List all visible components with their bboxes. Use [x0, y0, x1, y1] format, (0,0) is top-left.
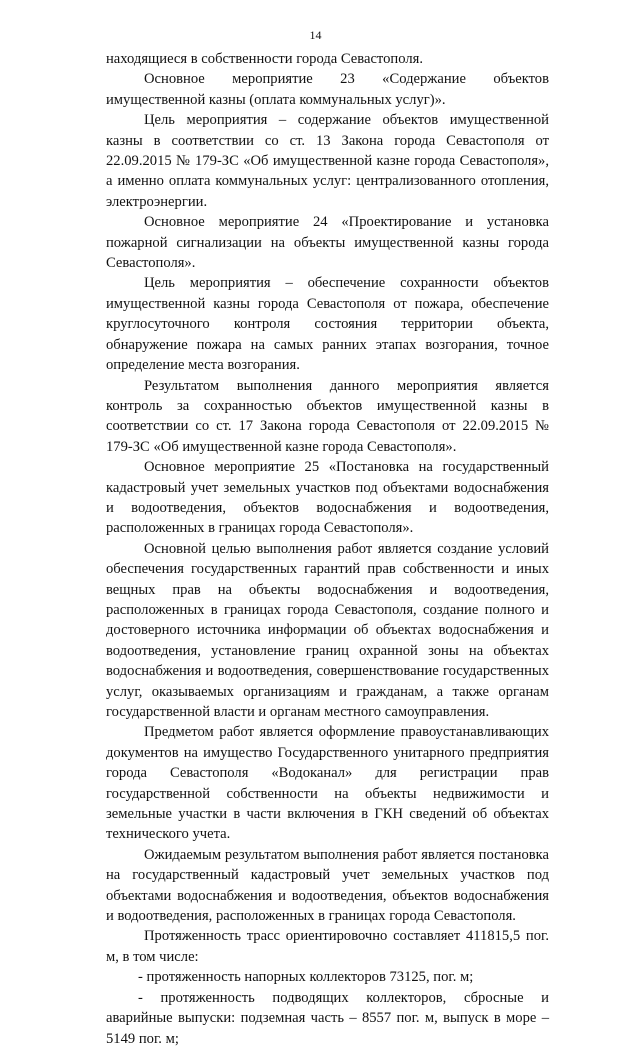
paragraph-continuation: находящиеся в собственности города Севастополя. — [106, 51, 423, 67]
paragraph-measure-25-subject: Предметом работ является оформление правоустанавливающих документов на имущество Государственного унитарного предприятия города Севастополя «Водоканал» для регистрации прав государственной собственности на объекты недвижимости и земельные участки в части включения в ГКН сведений об объектах технического учета. — [106, 724, 549, 843]
paragraph-measure-23-goal: Цель мероприятия – содержание объектов имущественной казны в соответствии со ст. 13 Закона города Севастополя от 22.09.2015 № 179-ЗС «Об имущественной казне города Севастополя», а именно оплата коммунальных услуг: централизованного отопления, электроэнергии. — [106, 112, 549, 210]
document-body — [106, 0, 549, 1049]
page-number: 14 — [309, 28, 322, 42]
paragraph-measure-25-goal: Основной целью выполнения работ является создание условий обеспечения государственных гарантий прав собственности и иных вещных прав на объекты водоснабжения и водоотведения, расположенных в границах города Севастополя, создание полного и достоверного источника информации об объектах водоснабжения и водоотведения, установление границ охранной зоны на объектах водоснабжения и водоотведения, совершенствование государственных услуг, оказываемых организациям и гражданам, а также органам государственной власти и органам местного самоуправления. — [106, 540, 549, 720]
paragraph-measure-24-result: Результатом выполнения данного мероприятия является контроль за сохранностью объектов имущественной казны в соответствии со ст. 17 Закона города Севастополя от 22.09.2015 № 179-ЗС «Об имущественной казне города Севастополя». — [106, 377, 549, 455]
paragraph-measure-25-title: Основное мероприятие 25 «Постановка на государственный кадастровый учет земельных участков под объектами водоснабжения и водоотведения, объектов водоснабжения и водоотведения, расположенных в границах города Севастополя». — [106, 459, 549, 537]
list-item-pressure-collectors: - протяженность напорных коллекторов 73125, пог. м; — [138, 969, 474, 986]
paragraph-measure-25-expected-result: Ожидаемым результатом выполнения работ является постановка на государственный кадастровый учет земельных участков под объектами водоснабжения и водоотведения, объектов водоснабжения и водоотведения, расположенных в границах города Севастополя. — [106, 846, 549, 925]
paragraph-measure-24-goal: Цель мероприятия – обеспечение сохранности объектов имущественной казны города Севастополя от пожара, обеспечение круглосуточного контроля состояния территории объекта, обнаружение пожара на самых ранних этапах возгорания, точное определение места возгорания. — [106, 275, 549, 374]
paragraph-route-length: Протяженность трасс ориентировочно составляет 411815,5 пог. м, в том числе: — [106, 928, 549, 965]
paragraph-measure-24-title: Основное мероприятие 24 «Проектирование и установка пожарной сигнализации на объекты имущественной казны города Севастополя». — [106, 214, 549, 272]
paragraph-measure-23-title: Основное мероприятие 23 «Содержание объектов имущественной казны (оплата коммунальных услуг)». — [106, 71, 549, 108]
list-item-supply-collectors: - протяженность подводящих коллекторов, сбросные и аварийные выпуски: подземная часть – 8557 пог. м, выпуск в море – 5149 пог. м; — [106, 989, 549, 1047]
